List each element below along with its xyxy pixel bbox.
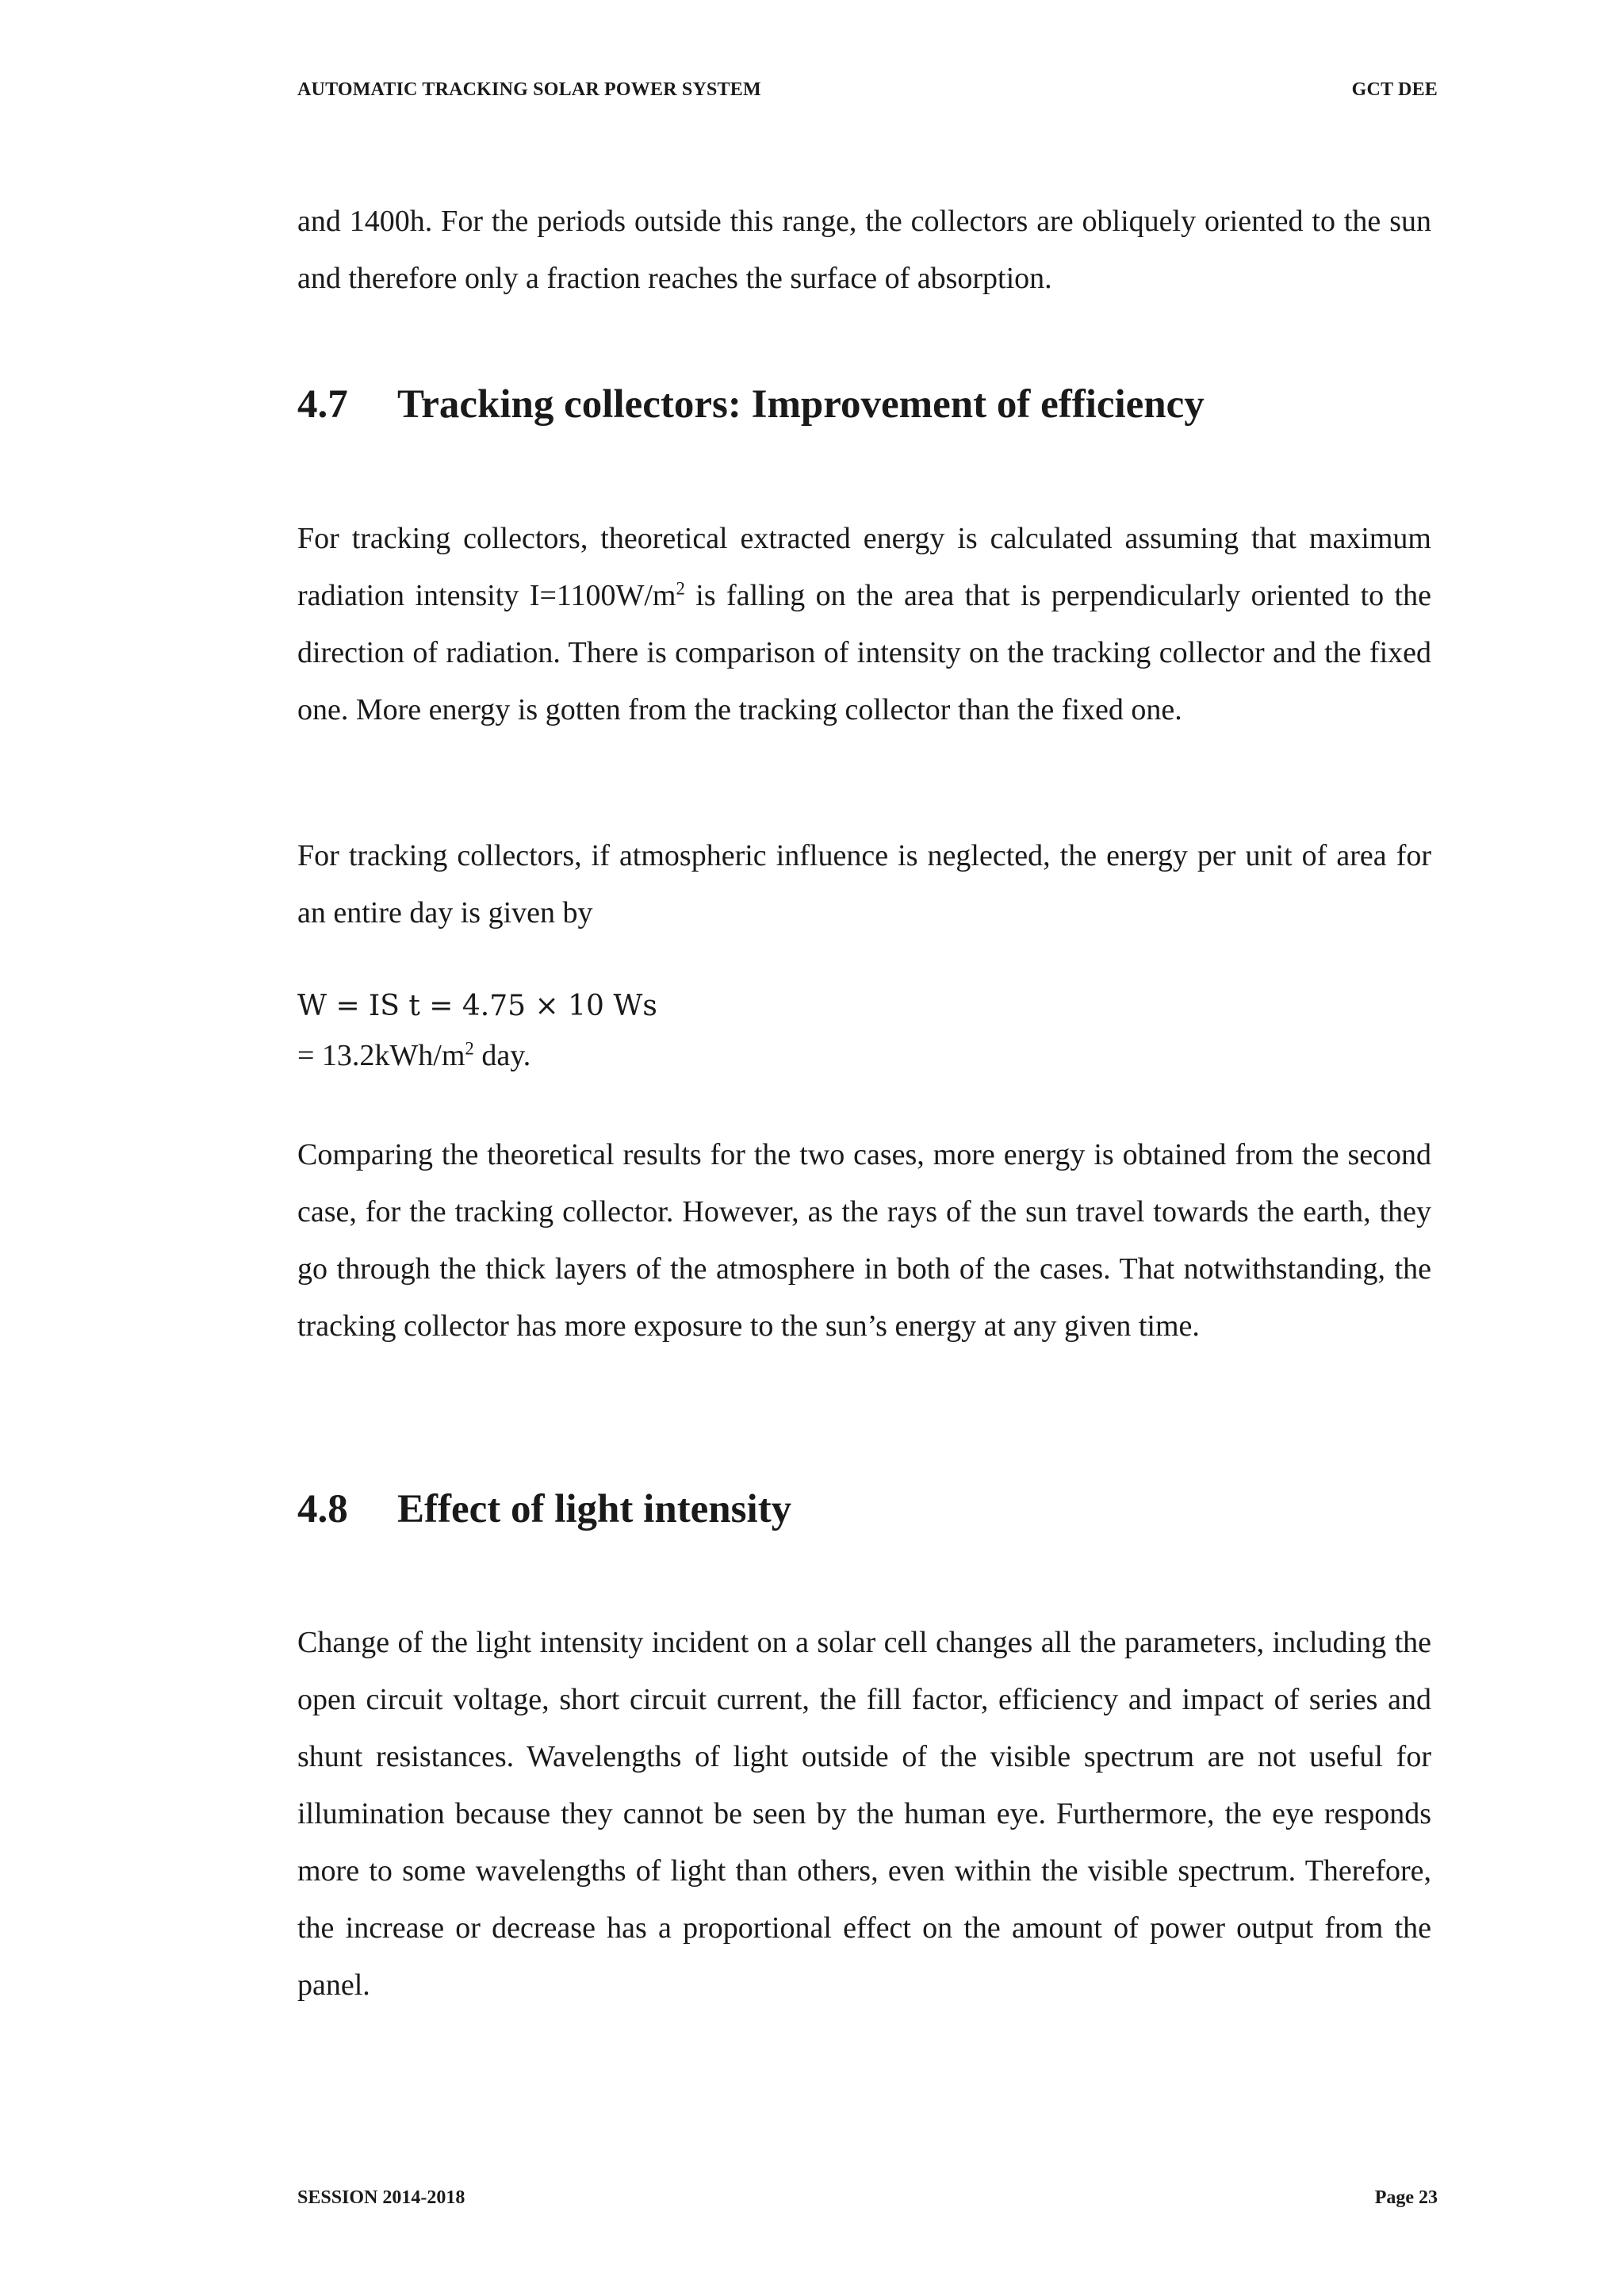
formula-energy xyxy=(297,978,657,1084)
footer-session: SESSION 2014-2018 xyxy=(297,2187,465,2208)
formula-line-1: W = IS t = 4.75 × 10 Ws xyxy=(297,990,657,1022)
superscript: 2 xyxy=(676,578,685,599)
paragraph-comparison: Comparing the theoretical results for the two cases, more energy is obtained from the second case, for the tracking collector. However, as the rays of the sun travel towards the earth, they go through the thick layers of the atmosphere in both of the cases. That notwithstanding, the tracking collector has more exposure to the sun’s energy at any given time. xyxy=(297,1138,1431,1343)
paragraph-energy-per-area: For tracking collectors, if atmospheric influence is neglected, the energy per unit of area for an entire day is given by xyxy=(297,839,1431,930)
page-number: Page 23 xyxy=(1374,2187,1438,2208)
text-span: day. xyxy=(473,1039,531,1072)
section-heading-4-8 xyxy=(297,1485,791,1533)
paragraph-light-intensity: Change of the light intensity incident on a solar cell changes all the parameters, including the open circuit voltage, short circuit current, the fill factor, efficiency and impact of series and shunt resistances. Wavelengths of light outside of the visible spectrum are not useful for illumination because they cannot be seen by the human eye. Furthermore, the eye responds more to some wavelengths of light than others, even within the visible spectrum. Therefore, the increase or decrease has a proportional effect on the amount of power output from the panel. xyxy=(297,1626,1431,2002)
section-number: 4.7 xyxy=(297,382,348,427)
section-heading-4-7 xyxy=(297,381,1205,428)
section-number: 4.8 xyxy=(297,1487,348,1531)
paragraph-tracking-energy xyxy=(297,510,1431,738)
intro-paragraph: and 1400h. For the periods outside this range, the collectors are obliquely oriented to the sun and therefore only a fraction reaches the surface of absorption. xyxy=(297,205,1431,295)
section-title: Effect of light intensity xyxy=(397,1487,792,1531)
header-title: AUTOMATIC TRACKING SOLAR POWER SYSTEM xyxy=(297,79,761,100)
text-span: is falling on the area that is perpendicularly oriented to the direction of radiation. There is comparison of intensity on the tracking collector and the fixed one. More energy is gotten from the tracking collector than the fixed one. xyxy=(297,579,1431,726)
running-header xyxy=(297,79,1438,101)
header-department: GCT DEE xyxy=(1351,79,1438,100)
formula-line-2 xyxy=(297,1027,657,1084)
section-title: Tracking collectors: Improvement of efficiency xyxy=(397,382,1205,427)
text-span: = 13.2kWh/m xyxy=(297,1039,465,1072)
superscript: 2 xyxy=(465,1038,474,1059)
text-span: For tracking collectors, theoretical extracted energy is calculated assuming that maximum radiation intensity I=1100W/m xyxy=(297,522,1431,612)
running-footer xyxy=(297,2187,1438,2209)
